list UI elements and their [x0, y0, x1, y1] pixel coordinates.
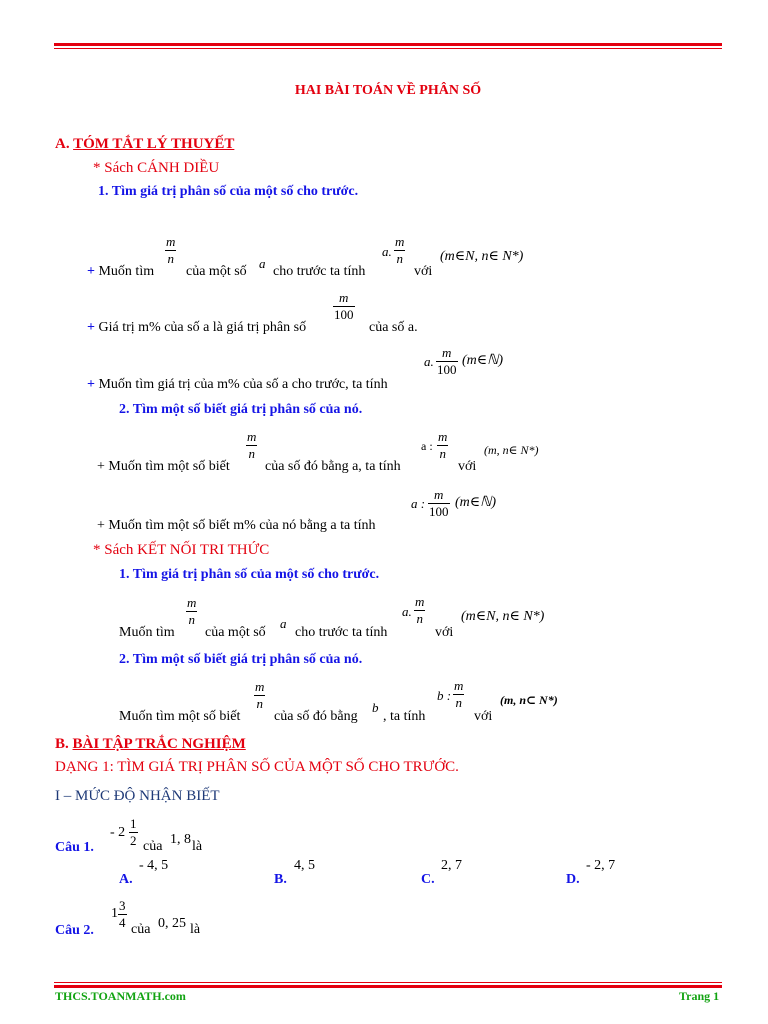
- cd-line-4-text-a: + Muốn tìm một số biết: [97, 459, 230, 474]
- canh-dieu-topic-1: 1. Tìm giá trị phân số của một số cho trước.: [98, 184, 359, 199]
- q1-option-c-key: C.: [421, 872, 435, 887]
- cd-line-2-text-a: Giá trị m% của số a là giá trị phân số: [98, 320, 307, 335]
- expr-a-colon-2: a :: [411, 496, 426, 511]
- expr-a-dot-2: a.: [424, 354, 434, 369]
- level-heading: I – MỨC ĐỘ NHẬN BIẾT: [55, 788, 220, 804]
- condition-1: (m∈N, n∈ N*): [440, 249, 524, 264]
- var-b: b: [372, 700, 379, 715]
- expr-a-dot-3: a.: [402, 604, 412, 619]
- cd-line-1-text-d: với: [414, 264, 433, 279]
- fraction-m-100: [436, 345, 458, 378]
- fraction-m-100: [333, 290, 355, 323]
- cd-line-2: [87, 320, 306, 336]
- section-b-heading: [55, 736, 246, 753]
- denominator: 100: [429, 504, 449, 519]
- q1-value: 1, 8: [170, 832, 191, 847]
- q2-whole: 1: [111, 906, 118, 921]
- cd-line-1-text-b: của một số: [186, 264, 247, 279]
- header-rule-thick: [54, 43, 722, 46]
- cd-line-4-text-b: của số đó bằng a, ta tính: [265, 459, 401, 474]
- canh-dieu-topic-2: 2. Tìm một số biết giá trị phân số của nó.: [119, 402, 363, 417]
- q1-is: là: [192, 839, 203, 854]
- q1-option-a-key: A.: [119, 872, 133, 887]
- cd-line-1: [87, 264, 154, 280]
- q1-option-d-value: - 2, 7: [586, 858, 616, 873]
- denominator: n: [254, 695, 265, 712]
- numerator: m: [166, 234, 176, 249]
- q2-fraction: [118, 898, 127, 931]
- cd-line-4-text-c: với: [458, 459, 477, 474]
- q1-option-d-key: D.: [566, 872, 580, 887]
- denominator: 100: [334, 307, 354, 322]
- section-b-prefix: B.: [55, 736, 69, 752]
- kn-line-2-text-d: với: [474, 709, 493, 724]
- fraction-m-n: [186, 595, 197, 628]
- condition-6: (m, n⊂ N*): [500, 693, 558, 707]
- expr-b-colon: b :: [437, 688, 452, 703]
- q1-whole: - 2: [110, 825, 126, 840]
- denominator: n: [186, 611, 197, 628]
- var-a: a: [280, 616, 287, 631]
- kn-line-2-text-a: Muốn tìm một số biết: [119, 709, 241, 724]
- q2-of: của: [131, 922, 151, 937]
- section-b-title: BÀI TẬP TRẮC NGHIỆM: [72, 736, 246, 752]
- var-a: a: [259, 256, 266, 271]
- numerator: m: [415, 594, 425, 609]
- kn-line-2-text-c: , ta tính: [383, 709, 426, 724]
- question-2-label: Câu 2.: [55, 923, 94, 938]
- numerator: m: [255, 679, 265, 694]
- denominator: n: [437, 445, 448, 462]
- question-1-label: Câu 1.: [55, 840, 94, 855]
- plus-marker: +: [87, 377, 95, 392]
- cd-line-1-text-a: Muốn tìm: [98, 264, 155, 279]
- plus-marker: +: [87, 264, 95, 279]
- footer-rule-thin: [54, 982, 722, 983]
- kn-line-2-text-b: của số đó bằng: [274, 709, 358, 724]
- q1-option-b-key: B.: [274, 872, 287, 887]
- footer-site: THCS.TOANMATH.com: [55, 989, 186, 1003]
- condition-2: (m∈ℕ): [462, 353, 504, 368]
- q1-option-c-value: 2, 7: [441, 858, 462, 873]
- cd-line-3-text-a: Muốn tìm giá trị của m% của số a cho trước, ta tính: [98, 377, 388, 392]
- expr-a-dot: a.: [382, 244, 392, 259]
- numerator: m: [187, 595, 197, 610]
- q1-option-b-value: 4, 5: [294, 858, 315, 873]
- denominator: n: [394, 250, 405, 267]
- denominator: n: [453, 694, 464, 711]
- q1-option-a-value: - 4, 5: [139, 858, 169, 873]
- numerator: m: [454, 678, 464, 693]
- denominator: 4: [119, 915, 126, 930]
- fraction-m-n: [165, 234, 176, 267]
- kn-line-1-text-d: với: [435, 625, 454, 640]
- numerator: 1: [130, 816, 137, 831]
- cd-line-3: [87, 377, 388, 393]
- numerator: 3: [119, 898, 126, 913]
- cd-line-5-text: + Muốn tìm một số biết m% của nó bằng a ta tính: [97, 518, 376, 533]
- denominator: n: [246, 445, 257, 462]
- plus-marker: +: [87, 320, 95, 335]
- fraction-m-n: [414, 594, 425, 627]
- section-a-heading: [55, 136, 234, 153]
- denominator: 100: [437, 362, 457, 377]
- fraction-m-n: [453, 678, 464, 711]
- expr-a-colon: a :: [421, 439, 433, 453]
- fraction-m-n: [246, 429, 257, 462]
- header-rule-thin: [54, 48, 722, 49]
- kn-line-1-text-c: cho trước ta tính: [295, 625, 388, 640]
- cd-line-2-text-b: của số a.: [369, 320, 418, 335]
- ket-noi-topic-2: 2. Tìm một số biết giá trị phân số của nó.: [119, 652, 363, 667]
- fraction-m-n: [437, 429, 448, 462]
- condition-3: (m, n∈ N*): [484, 443, 539, 457]
- condition-5: (m∈N, n∈ N*): [461, 609, 545, 624]
- condition-4: (m∈ℕ): [455, 495, 497, 510]
- numerator: m: [438, 429, 448, 444]
- kn-line-1-text-a: Muốn tìm: [119, 625, 175, 640]
- footer-rule-thick: [54, 985, 722, 988]
- section-a-title: TÓM TẮT LÝ THUYẾT: [73, 136, 235, 152]
- numerator: m: [395, 234, 405, 249]
- book-canh-dieu: * Sách CÁNH DIỀU: [93, 160, 220, 176]
- numerator: m: [339, 290, 349, 305]
- denominator: n: [414, 610, 425, 627]
- q1-of: của: [143, 839, 163, 854]
- book-ket-noi: * Sách KẾT NỐI TRI THỨC: [93, 542, 270, 558]
- numerator: m: [442, 345, 452, 360]
- ket-noi-topic-1: 1. Tìm giá trị phân số của một số cho trước.: [119, 567, 380, 582]
- q1-fraction: [129, 816, 138, 849]
- q2-is: là: [190, 922, 201, 937]
- dang-1-heading: DẠNG 1: TÌM GIÁ TRỊ PHÂN SỐ CỦA MỘT SỐ CHO TRƯỚC.: [55, 759, 459, 775]
- numerator: m: [434, 487, 444, 502]
- denominator: 2: [130, 833, 137, 848]
- section-a-prefix: A.: [55, 136, 70, 152]
- fraction-m-n: [254, 679, 265, 712]
- numerator: m: [247, 429, 257, 444]
- fraction-m-100: [428, 487, 450, 520]
- fraction-m-n: [394, 234, 405, 267]
- denominator: n: [165, 250, 176, 267]
- q2-value: 0, 25: [158, 916, 186, 931]
- kn-line-1-text-b: của một số: [205, 625, 266, 640]
- page-title: HAI BÀI TOÁN VỀ PHÂN SỐ: [294, 83, 482, 98]
- cd-line-1-text-c: cho trước ta tính: [273, 264, 366, 279]
- footer-page-number: Trang 1: [679, 989, 720, 1003]
